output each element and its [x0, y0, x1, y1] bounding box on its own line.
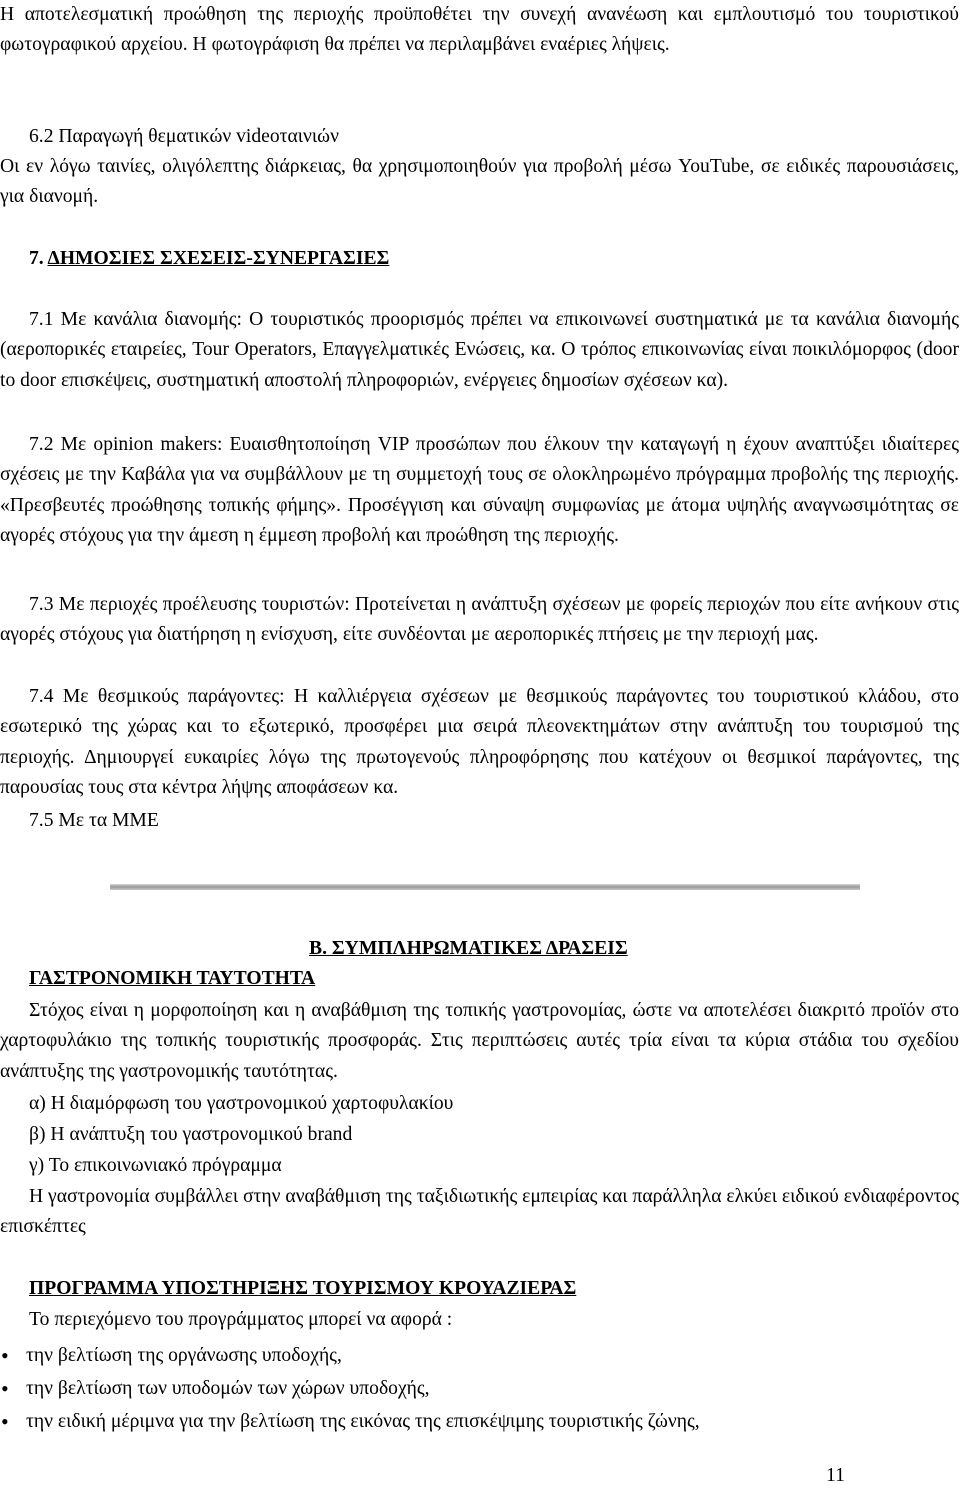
- section-7-heading: [29, 244, 629, 274]
- section-7-number: 7.: [29, 248, 44, 269]
- section-7-title: ΔΗΜΟΣΙΕΣ ΣΧΕΣΕΙΣ-ΣΥΝΕΡΓΑΣΙΕΣ: [47, 248, 390, 269]
- stage-a: α) Η διαμόρφωση του γαστρονομικού χαρτοφυλακίου: [29, 1093, 454, 1114]
- bullet-item: • την βελτίωση των υποδομών των χώρων υποδοχής,: [26, 1374, 430, 1404]
- horizontal-divider: [110, 884, 860, 890]
- subsection-6-2-title: 6.2 Παραγωγή θεματικών videoταινιών: [29, 126, 339, 147]
- cruise-program-intro: Το περιεχόμενο του προγράμματος μπορεί να αφορά :: [29, 1309, 453, 1330]
- subsection-6-2-text: Οι εν λόγω ταινίες, ολιγόλεπτης διάρκειας, θα χρησιμοποιηθούν για προβολή μέσω YouTube, σε ειδικές παρουσιάσεις, για διανομή.: [0, 156, 959, 208]
- gastronomy-closing: Η γαστρονομία συμβάλλει στην αναβάθμιση της ταξιδιωτικής εμπειρίας και παράλληλα ελκύει ειδικού ενδιαφέροντος επισκέπτες: [0, 1186, 959, 1238]
- cruise-program-title: ΠΡΟΓΡΑΜΜΑ ΥΠΟΣΤΗΡΙΞΗΣ ΤΟΥΡΙΣΜΟΥ ΚΡΟΥΑΖΙΕΡΑΣ: [29, 1278, 577, 1299]
- paragraph-7-2: 7.2 Με opinion makers: Ευαισθητοποίηση VIP προσώπων που έλκουν την καταγωγή η έχουν αναπτύξει ιδιαίτερες σχέσεις με την Καβάλα για να συμβάλλουν με τη συμμετοχή τους σε ολοκληρωμένο πρόγραμμα προβολής της περιοχής. «Πρεσβευτές προώθησης τοπικής φήμης». Προσέγγιση και σύναψη συμφωνίας με άτομα υψηλής αναγνωσιμότητας σε αγορές στόχους για την άμεση η έμμεση προβολή και προώθηση της περιοχής.: [0, 434, 959, 547]
- intro-paragraph: Η αποτελεσματική προώθηση της περιοχής προϋποθέτει την συνεχή ανανέωση και εμπλουτισμό του τουριστικού φωτογραφικού αρχείου. Η φωτογράφιση θα πρέπει να περιλαμβάνει εναέριες λήψεις.: [0, 4, 959, 56]
- bullet-item: • την ειδική μέριμνα για την βελτίωση της εικόνας της επισκέψιμης τουριστικής ζώνης,: [26, 1407, 700, 1437]
- paragraph-7-1: 7.1 Με κανάλια διανομής: Ο τουριστικός προορισμός πρέπει να επικοινωνεί συστηματικά με τα κανάλια διανομής (αεροπορικές εταιρείες, Tour Operators, Επαγγελματικές Ενώσεις, κα. Ο τρόπος επικοινωνίας είναι ποικιλόμορφος (door to door επισκέψεις, συστηματική αποστολή πληροφοριών, ενέργειες δημοσίων σχέσεων κα).: [0, 309, 959, 391]
- stage-c: γ) Το επικοινωνιακό πρόγραμμα: [29, 1155, 282, 1176]
- paragraph-7-5: 7.5 Με τα ΜΜΕ: [29, 810, 159, 831]
- section-b-heading: Β. ΣΥΜΠΛΗΡΩΜΑΤΙΚΕΣ ΔΡΑΣΕΙΣ: [309, 938, 628, 959]
- gastronomy-paragraph: Στόχος είναι η μορφοποίηση και η αναβάθμιση της τοπικής γαστρονομίας, ώστε να αποτελέσει διακριτό προϊόν στο χαρτοφυλάκιο της τοπικής τουριστικής προσφοράς. Στις περιπτώσεις αυτές τρία είναι τα κύρια στάδια του σχεδίου ανάπτυξης της γαστρονομικής ταυτότητας.: [0, 1000, 959, 1082]
- gastronomy-title: ΓΑΣΤΡΟΝΟΜΙΚΗ ΤΑΥΤΟΤΗΤΑ: [29, 968, 316, 989]
- bullet-item: • την βελτίωση της οργάνωσης υποδοχής,: [26, 1341, 342, 1371]
- page-number: 11: [826, 1465, 845, 1486]
- paragraph-7-3: 7.3 Με περιοχές προέλευσης τουριστών: Προτείνεται η ανάπτυξη σχέσεων με φορείς περιοχών που είτε ανήκουν στις αγορές στόχους για διατήρηση η ενίσχυση, είτε συνδέονται με αεροπορικές πτήσεις με την περιοχή μας.: [0, 594, 959, 646]
- stage-b: β) Η ανάπτυξη του γαστρονομικού brand: [29, 1124, 353, 1145]
- paragraph-7-4: 7.4 Με θεσμικούς παράγοντες: Η καλλιέργεια σχέσεων με θεσμικούς παράγοντες του τουριστικού κλάδου, στο εσωτερικό της χώρας και το εξωτερικό, προσφέρει μια σειρά πλεονεκτημάτων στην ανάπτυξη του τουρισμού της περιοχής. Δημιουργεί ευκαιρίες λόγω της πρωτογενούς πληροφόρησης που κατέχουν οι θεσμικοί παράγοντες, της παρουσίας τους στα κέντρα λήψης αποφάσεων κα.: [0, 686, 959, 799]
